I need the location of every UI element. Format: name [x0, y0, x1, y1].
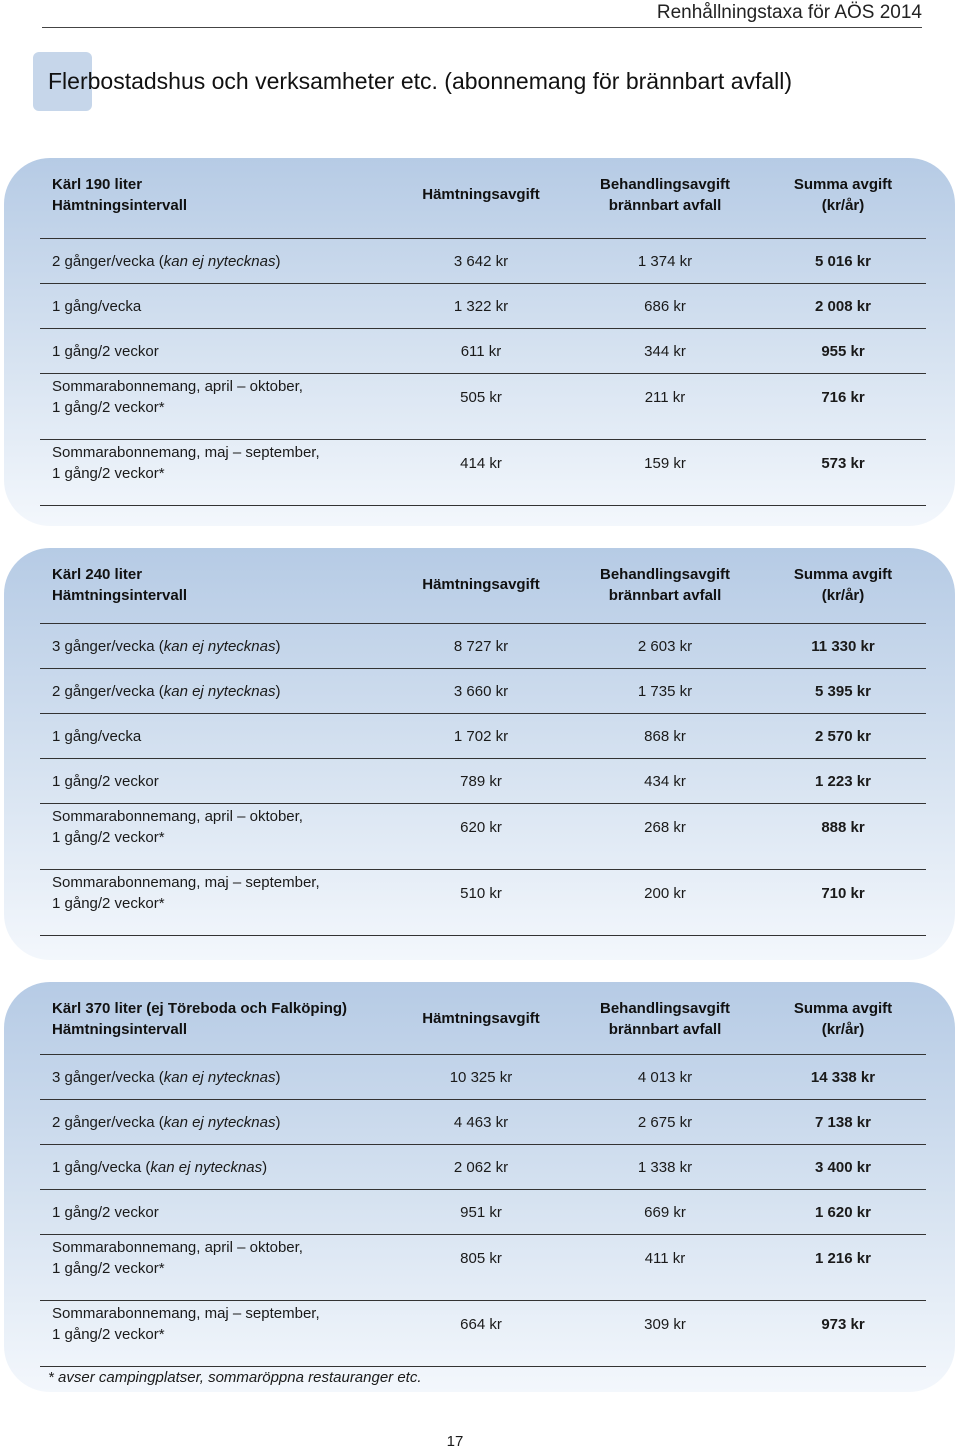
row-label-note: kan ej nytecknas	[163, 1114, 276, 1131]
row-label-note: kan ej nytecknas	[163, 683, 276, 700]
total-fee-cell: 11 330 kr	[811, 638, 875, 655]
col-header-sum-line2: (kr/år)	[821, 197, 865, 214]
tariff-section	[4, 982, 955, 1392]
total-fee-cell: 1 216 kr	[815, 1250, 871, 1267]
row-label	[52, 1157, 267, 1178]
interval-label: Hämtningsintervall	[52, 587, 188, 604]
total-fee-cell: 7 138 kr	[815, 1114, 871, 1131]
total-fee-cell: 5 016 kr	[815, 253, 871, 270]
row-label-line2: 1 gång/2 veckor*	[52, 465, 165, 482]
table-row	[40, 328, 926, 373]
row-label-note: kan ej nytecknas	[163, 1069, 276, 1086]
page-number: 17	[446, 1433, 464, 1450]
section-title: Kärl 370 liter (ej Töreboda och Falköping)	[52, 1000, 348, 1017]
interval-label: Hämtningsintervall	[52, 197, 188, 214]
row-label-text: 1 gång/vecka	[52, 728, 142, 745]
row-label-text: Sommarabonnemang, maj – september,	[52, 444, 320, 461]
col-header-sum	[773, 564, 913, 606]
total-fee-cell: 888 kr	[821, 819, 865, 836]
row-label-text: 1 gång/vecka (	[52, 1159, 151, 1176]
treatment-fee-cell: 1 338 kr	[637, 1159, 693, 1176]
row-label	[52, 681, 280, 702]
col-header-treatment	[595, 564, 735, 606]
total-fee-cell: 3 400 kr	[815, 1159, 871, 1176]
row-label	[52, 872, 320, 914]
row-label-note: kan ej nytecknas	[163, 253, 276, 270]
col-header-sum-line1: Summa avgift	[793, 1000, 893, 1017]
row-label-close: )	[275, 683, 281, 700]
fetch-fee-cell: 2 062 kr	[453, 1159, 509, 1176]
col-header-treatment-line2: brännbart avfall	[608, 587, 722, 604]
row-label	[52, 806, 303, 848]
fetch-fee-cell: 1 322 kr	[453, 298, 509, 315]
col-header-treatment-line1: Behandlingsavgift	[599, 1000, 730, 1017]
col-header-treatment	[595, 998, 735, 1040]
table-row	[40, 238, 926, 283]
treatment-fee-cell: 309 kr	[644, 1316, 686, 1333]
treatment-fee-cell: 200 kr	[644, 885, 686, 902]
table-row	[40, 283, 926, 328]
tariff-section	[4, 158, 955, 526]
fetch-fee-cell: 611 kr	[460, 343, 502, 360]
section-title: Kärl 240 liter	[52, 566, 143, 583]
col-header-sum-line1: Summa avgift	[793, 176, 893, 193]
total-fee-cell: 5 395 kr	[815, 683, 871, 700]
total-fee-cell: 710 kr	[821, 885, 865, 902]
row-label-text: 1 gång/2 veckor	[52, 1204, 159, 1221]
treatment-fee-cell: 2 675 kr	[637, 1114, 693, 1131]
treatment-fee-cell: 344 kr	[644, 343, 686, 360]
col-header-sum-line1: Summa avgift	[793, 566, 893, 583]
row-label	[52, 251, 280, 272]
fetch-fee-cell: 951 kr	[460, 1204, 502, 1221]
row-label-text: 1 gång/vecka	[52, 298, 142, 315]
total-fee-cell: 955 kr	[821, 343, 865, 360]
col-header-treatment-line1: Behandlingsavgift	[599, 176, 730, 193]
row-label-text: 2 gånger/vecka (	[52, 253, 164, 270]
row-label-close: )	[275, 253, 281, 270]
fetch-fee-cell: 3 642 kr	[453, 253, 509, 270]
page-title: Flerbostadshus och verksamheter etc. (abonnemang för brännbart avfall)	[48, 68, 793, 94]
table-end-rule	[40, 505, 926, 506]
table-row	[40, 758, 926, 803]
table-row	[40, 713, 926, 758]
row-label-close: )	[275, 638, 281, 655]
row-label	[52, 636, 280, 657]
row-label-line2: 1 gång/2 veckor*	[52, 399, 165, 416]
row-label	[52, 1202, 159, 1223]
table-end-rule	[40, 1366, 926, 1367]
row-label-text: 1 gång/2 veckor	[52, 773, 159, 790]
col-header-treatment-line1: Behandlingsavgift	[599, 566, 730, 583]
fetch-fee-cell: 789 kr	[460, 773, 502, 790]
row-label-text: Sommarabonnemang, maj – september,	[52, 1305, 320, 1322]
footnote: * avser campingplatser, sommaröppna restauranger etc.	[48, 1369, 422, 1386]
table-row	[40, 623, 926, 668]
fetch-fee-cell: 10 325 kr	[449, 1069, 513, 1086]
fetch-fee-cell: 4 463 kr	[453, 1114, 509, 1131]
section-title: Kärl 190 liter	[52, 176, 143, 193]
treatment-fee-cell: 1 735 kr	[637, 683, 693, 700]
table-row	[40, 869, 926, 935]
fetch-fee-cell: 664 kr	[460, 1316, 502, 1333]
total-fee-cell: 973 kr	[821, 1316, 865, 1333]
tariff-table	[40, 158, 926, 506]
row-label	[52, 442, 320, 484]
row-label	[52, 726, 141, 747]
table-row	[40, 1054, 926, 1099]
row-label-line2: 1 gång/2 veckor*	[52, 1326, 165, 1343]
fetch-fee-cell: 510 kr	[460, 885, 502, 902]
col-header-fetch: Hämtningsavgift	[422, 186, 540, 203]
treatment-fee-cell: 1 374 kr	[637, 253, 693, 270]
treatment-fee-cell: 268 kr	[644, 819, 686, 836]
col-header-sum	[773, 998, 913, 1040]
row-label	[52, 1303, 320, 1345]
table-header	[40, 158, 926, 238]
table-row	[40, 439, 926, 505]
table-row	[40, 803, 926, 869]
treatment-fee-cell: 411 kr	[644, 1250, 686, 1267]
row-label-text: 3 gånger/vecka (	[52, 638, 164, 655]
treatment-fee-cell: 868 kr	[644, 728, 686, 745]
tariff-table	[40, 982, 926, 1367]
fetch-fee-cell: 3 660 kr	[453, 683, 509, 700]
row-label-text: Sommarabonnemang, maj – september,	[52, 874, 320, 891]
col-header-fetch: Hämtningsavgift	[422, 576, 540, 593]
interval-label: Hämtningsintervall	[52, 1021, 188, 1038]
treatment-fee-cell: 159 kr	[644, 455, 686, 472]
row-label	[52, 1237, 303, 1279]
row-label-line2: 1 gång/2 veckor*	[52, 829, 165, 846]
table-header	[40, 548, 926, 623]
section-title-cell	[52, 998, 347, 1040]
table-end-rule	[40, 935, 926, 936]
row-label	[52, 1112, 280, 1133]
tariff-table	[40, 548, 926, 936]
table-row	[40, 668, 926, 713]
fetch-fee-cell: 620 kr	[460, 819, 502, 836]
fetch-fee-cell: 8 727 kr	[453, 638, 509, 655]
treatment-fee-cell: 686 kr	[644, 298, 686, 315]
total-fee-cell: 1 620 kr	[815, 1204, 871, 1221]
col-header-treatment-line2: brännbart avfall	[608, 197, 722, 214]
row-label-note: kan ej nytecknas	[163, 638, 276, 655]
table-row	[40, 1234, 926, 1300]
col-header-fetch: Hämtningsavgift	[422, 1010, 540, 1027]
col-header-sum	[773, 174, 913, 216]
tariff-section	[4, 548, 955, 960]
total-fee-cell: 716 kr	[821, 389, 865, 406]
treatment-fee-cell: 669 kr	[644, 1204, 686, 1221]
col-header-sum-line2: (kr/år)	[821, 1021, 865, 1038]
section-title-cell	[52, 564, 187, 606]
total-fee-cell: 2 008 kr	[815, 298, 871, 315]
treatment-fee-cell: 4 013 kr	[637, 1069, 693, 1086]
table-header	[40, 982, 926, 1054]
total-fee-cell: 2 570 kr	[815, 728, 871, 745]
row-label-text: Sommarabonnemang, april – oktober,	[52, 378, 303, 395]
row-label-text: 2 gånger/vecka (	[52, 683, 164, 700]
fetch-fee-cell: 805 kr	[460, 1250, 502, 1267]
fetch-fee-cell: 414 kr	[460, 455, 502, 472]
table-row	[40, 373, 926, 439]
row-label-close: )	[275, 1114, 281, 1131]
table-row	[40, 1144, 926, 1189]
fetch-fee-cell: 1 702 kr	[453, 728, 509, 745]
row-label	[52, 341, 159, 362]
total-fee-cell: 573 kr	[821, 455, 865, 472]
header-rule	[42, 27, 922, 28]
row-label-text: 1 gång/2 veckor	[52, 343, 159, 360]
row-label	[52, 376, 303, 418]
row-label	[52, 771, 159, 792]
table-row	[40, 1189, 926, 1234]
table-row	[40, 1099, 926, 1144]
treatment-fee-cell: 434 kr	[644, 773, 686, 790]
col-header-sum-line2: (kr/år)	[821, 587, 865, 604]
total-fee-cell: 1 223 kr	[815, 773, 871, 790]
document-header-title: Renhållningstaxa för AÖS 2014	[656, 2, 922, 23]
row-label-close: )	[275, 1069, 281, 1086]
fetch-fee-cell: 505 kr	[460, 389, 502, 406]
treatment-fee-cell: 2 603 kr	[637, 638, 693, 655]
row-label-text: Sommarabonnemang, april – oktober,	[52, 1239, 303, 1256]
row-label-text: 3 gånger/vecka (	[52, 1069, 164, 1086]
table-row	[40, 1300, 926, 1366]
row-label-text: Sommarabonnemang, april – oktober,	[52, 808, 303, 825]
treatment-fee-cell: 211 kr	[644, 389, 686, 406]
row-label-text: 2 gånger/vecka (	[52, 1114, 164, 1131]
section-title-cell	[52, 174, 187, 216]
row-label	[52, 296, 141, 317]
row-label-note: kan ej nytecknas	[150, 1159, 263, 1176]
col-header-treatment-line2: brännbart avfall	[608, 1021, 722, 1038]
row-label-line2: 1 gång/2 veckor*	[52, 1260, 165, 1277]
row-label	[52, 1067, 280, 1088]
col-header-treatment	[595, 174, 735, 216]
total-fee-cell: 14 338 kr	[810, 1069, 876, 1086]
row-label-line2: 1 gång/2 veckor*	[52, 895, 165, 912]
row-label-close: )	[262, 1159, 268, 1176]
